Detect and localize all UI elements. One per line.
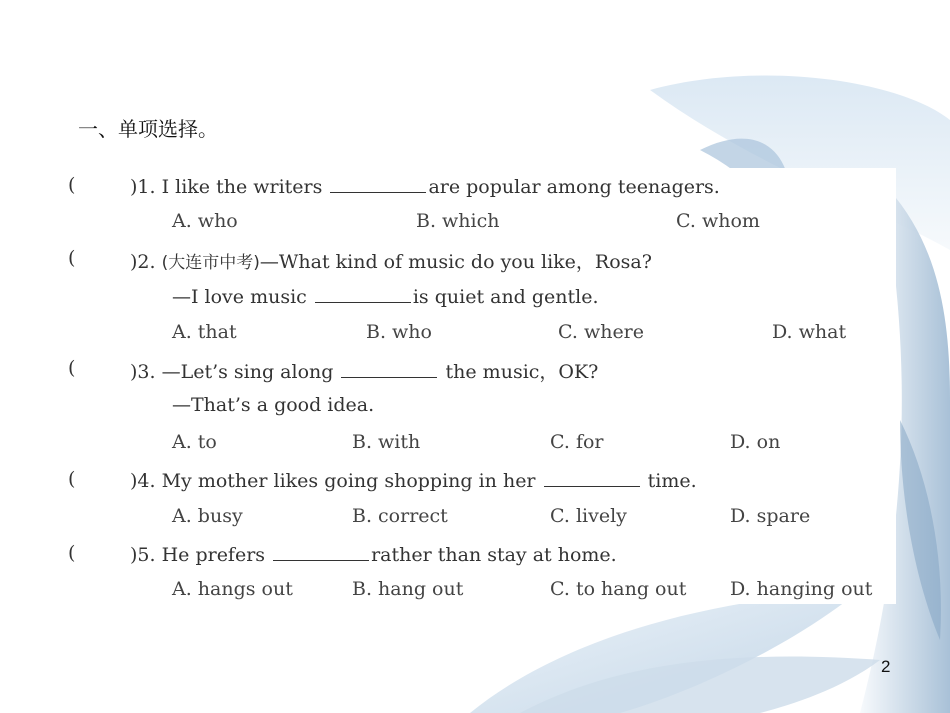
question-5 [130,542,617,566]
option-b: B. correct [352,505,448,527]
question-number: )1. [130,176,156,198]
question-1 [130,174,720,198]
answer-blank[interactable] [273,542,369,561]
option-a: A. hangs out [172,578,293,600]
exam-source-tag: (大连市中考) [161,253,260,273]
question-text: I like the writers [161,176,323,198]
option-a: A. who [172,210,238,232]
option-d: D. on [730,431,781,453]
option-c: C. whom [676,210,760,232]
option-c: C. for [550,431,604,453]
question-number: )5. [130,544,156,566]
option-c: C. lively [550,505,627,527]
question-text: My mother likes going shopping in her [161,470,536,492]
question-2 [130,247,652,274]
option-c: C. where [558,321,645,343]
question-number: )3. [130,361,156,383]
answer-paren-open: ( [68,247,76,269]
question-3 [130,357,598,384]
question-2-line-2 [172,284,599,308]
option-b: B. who [366,321,432,343]
section-title: 一、单项选择。 [78,117,218,141]
option-d: D. spare [730,505,811,527]
option-d: D. hanging out [730,578,873,600]
question-text: rather than stay at home. [371,544,617,566]
option-d: D. what [772,321,847,343]
answer-paren-open: ( [68,174,76,196]
answer-paren-open: ( [68,357,76,379]
question-text: He prefers [161,544,266,566]
option-c: C. to hang out [550,578,687,600]
question-text: the music，OK? [445,361,599,383]
question-text: time. [647,470,697,492]
question-number: )4. [130,470,156,492]
question-text: —Let’s sing along [161,361,334,383]
question-4 [130,468,697,492]
option-b: B. which [416,210,500,232]
question-number: )2. [130,251,156,273]
option-a: A. busy [172,505,243,527]
question-text: —I love music [172,286,307,308]
answer-blank[interactable] [544,468,640,487]
answer-blank[interactable] [330,174,426,193]
option-b: B. hang out [352,578,464,600]
question-panel [60,168,896,604]
question-text: is quiet and gentle. [412,286,599,308]
question-3-line-2: —That’s a good idea. [172,394,375,416]
option-a: A. that [172,321,237,343]
answer-paren-open: ( [68,542,76,564]
answer-paren-open: ( [68,468,76,490]
answer-blank[interactable] [341,359,437,378]
question-text: —What kind of music do you like，Rosa? [259,251,652,273]
answer-blank[interactable] [315,284,411,303]
option-b: B. with [352,431,421,453]
option-a: A. to [172,431,217,453]
page-number: 2 [881,657,891,676]
question-text: are popular among teenagers. [428,176,720,198]
